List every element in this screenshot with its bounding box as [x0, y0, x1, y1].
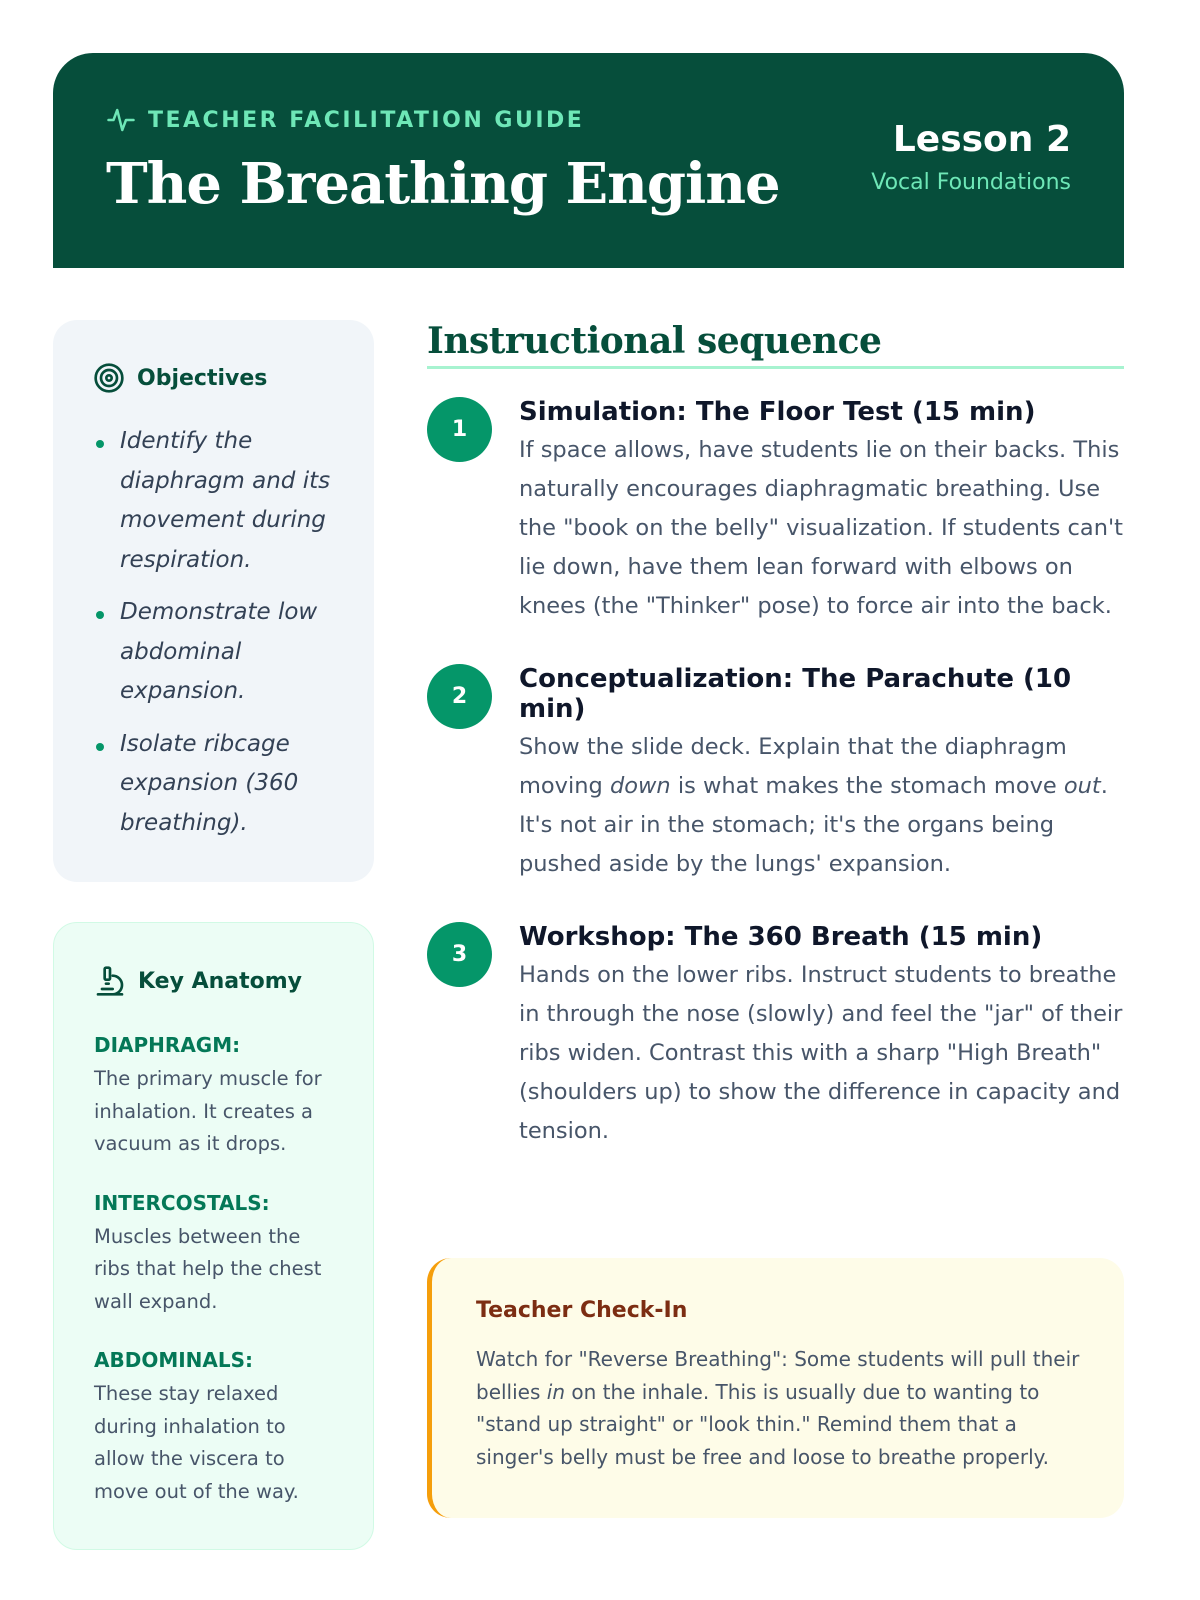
step-body [519, 728, 1124, 884]
anatomy-title: Key Anatomy [138, 968, 303, 994]
step-number-badge: 3 [427, 922, 492, 987]
text: Show the slide deck. Explain that the diaphragm moving [519, 734, 1067, 799]
section-title: Instructional sequence [427, 320, 1124, 369]
unit-name: Vocal Foundations [871, 170, 1071, 195]
emphasis: out [1063, 773, 1101, 799]
objective-item: Identify the diaphragm and its movement during respiration. [93, 422, 334, 580]
page-title: The Breathing Engine [106, 151, 780, 217]
emphasis: down [609, 773, 671, 799]
step-body: If space allows, have students lie on their backs. This naturally encourages diaphragmatic breathing. Use the "book on the belly" visualization. If students can't lie down, have them lean forward with elbows on knees (the "Thinker" pose) to force air into the back. [519, 437, 1123, 619]
text: . It's not air in the stomach; it's the organs being pushed aside by the lungs' expansion. [519, 773, 1108, 877]
text: is what makes the stomach move [670, 773, 1064, 799]
objective-item: Isolate ribcage expansion (360 breathing). [93, 725, 334, 844]
objectives-header [93, 362, 334, 394]
pulse-icon [106, 105, 136, 135]
objective-item: Demonstrate low abdominal expansion. [93, 593, 334, 712]
step-3 [427, 922, 1124, 1151]
term-intercostals: INTERCOSTALS: [94, 1190, 270, 1215]
step-body: Hands on the lower ribs. Instruct students to breathe in through the nose (slowly) and feel the "jar" of their ribs widen. Contrast this with a sharp "High Breath" (shoulders up) to show the difference in capacity and tension. [519, 962, 1123, 1144]
teacher-check-in-callout [427, 1258, 1124, 1518]
anatomy-header [94, 965, 333, 997]
lesson-info [871, 119, 1071, 195]
step-title: Simulation: The Floor Test (15 min) [519, 397, 1036, 427]
text: on the inhale. This is usually due to wanting to "stand up straight" or "look thin." Remind them that a singer's belly must be free and loose to breathe properly. [476, 1379, 1049, 1469]
callout-body [476, 1343, 1080, 1473]
term-abdominals: ABDOMINALS: [94, 1348, 254, 1372]
step-number-badge: 2 [427, 664, 492, 729]
step-1 [427, 397, 1124, 626]
text: Watch for "Reverse Breathing": Some students will pull their bellies [476, 1347, 1080, 1404]
term-definition: These stay relaxed during inhalation to allow the viscera to move out of the way. [94, 1382, 299, 1503]
eyebrow-text: TEACHER FACILITATION GUIDE [148, 107, 585, 133]
callout-title: Teacher Check-In [476, 1298, 688, 1323]
objectives-card [53, 320, 374, 882]
term-definition: The primary muscle for inhalation. It creates a vacuum as it drops. [94, 1067, 322, 1155]
emphasis: in [546, 1379, 565, 1404]
objectives-title: Objectives [137, 365, 268, 391]
anatomy-card [53, 922, 374, 1550]
step-number-badge: 1 [427, 397, 492, 462]
term-diaphragm: DIAPHRAGM: [94, 1033, 241, 1057]
eyebrow [106, 105, 584, 135]
step-title: Conceptualization: The Parachute (10 min) [519, 664, 1072, 724]
step-title: Workshop: The 360 Breath (15 min) [519, 922, 1043, 952]
header-banner [53, 53, 1124, 268]
microscope-icon [94, 965, 126, 997]
term-definition: Muscles between the ribs that help the chest wall expand. [94, 1224, 322, 1313]
step-2 [427, 664, 1124, 884]
target-icon [93, 362, 125, 394]
instructional-sequence [427, 320, 1124, 1151]
lesson-number: Lesson 2 [892, 119, 1071, 160]
